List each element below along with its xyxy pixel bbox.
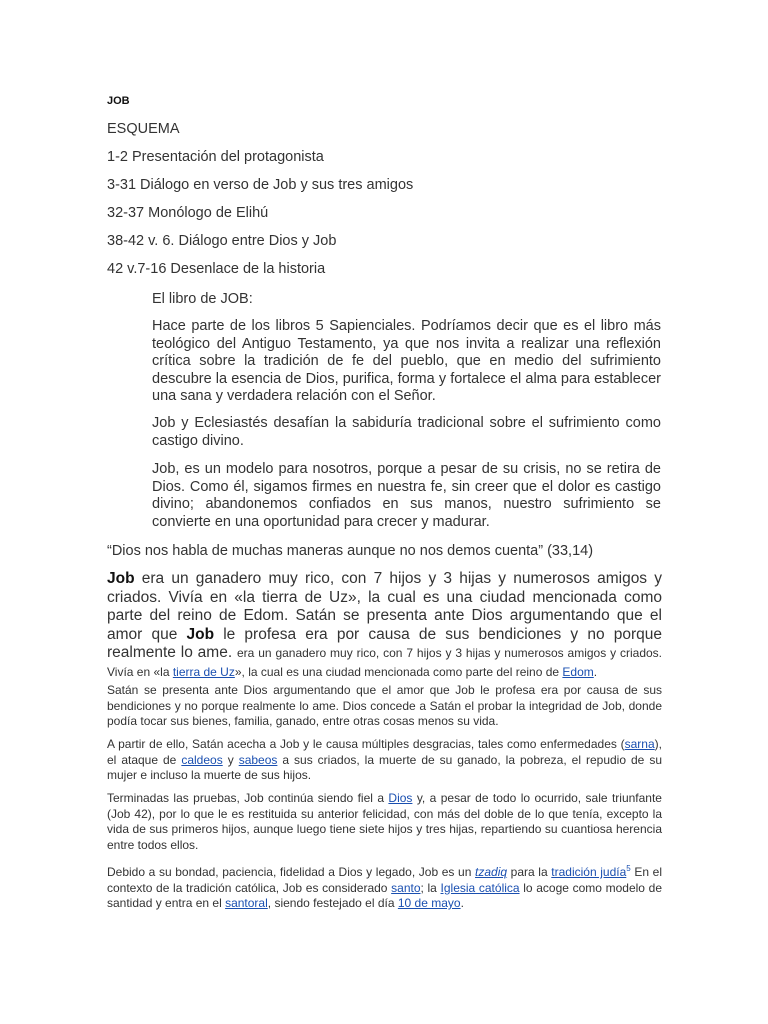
text-span: para la	[507, 865, 552, 879]
tzadiq-italic: tzadiq	[475, 865, 508, 879]
doc-title: JOB	[107, 95, 130, 107]
paragraph-eclesiastes: Job y Eclesiastés desafían la sabiduría tradicional sobre el sufrimiento como castigo divino.	[152, 415, 661, 449]
outline-item: 42 v.7-16 Desenlace de la historia	[107, 261, 326, 277]
link-tradicion-judia[interactable]: tradición judía	[551, 865, 627, 879]
text-span: y, a pesar de todo lo ocurrido, sale triunfante (Job 42), por lo que le es restituida su anterior felicidad, con más del doble de lo que tenía, excepto la vida de sus primeros hijos, aunque luego tiene siete hijos y tres hijas, repartiendo su cuantiosa herencia entre todos ellos.	[107, 791, 662, 852]
paragraph-a-partir	[107, 737, 662, 784]
text-span: y	[222, 752, 239, 767]
text-span: ), el ataque de	[107, 737, 662, 767]
quote: “Dios nos habla de muchas maneras aunque no nos demos cuenta” (33,14)	[107, 543, 594, 559]
outline-item: 32-37 Monólogo de Elihú	[107, 205, 269, 221]
link-tierra-de-uz[interactable]: tierra de Uz	[172, 664, 235, 679]
link-tzadiq[interactable]	[475, 865, 507, 879]
link-santoral[interactable]: santoral	[225, 896, 268, 910]
esquema-heading: ESQUEMA	[107, 121, 180, 137]
text-span: le profesa era por causa de sus bendiciones y no porque realmente lo ame.	[107, 625, 662, 661]
text-span: era un ganadero muy rico, con 7 hijos y 3 hijas y numerosos amigos y criados. Vivía en «la tierra de Uz», la cual es una ciudad mencionada como parte del reino de Edom. Satán se presenta ante Dios argumentando que el amor que	[107, 570, 662, 643]
text-span: lo acoge como modelo de santidad y entra en el	[107, 880, 662, 910]
text-span: , siendo festejado el día	[267, 896, 398, 910]
text-span: », la cual es una ciudad mencionada como parte del reino de	[234, 664, 563, 679]
link-dios[interactable]: Dios	[388, 791, 413, 805]
text-span: Debido a su bondad, paciencia, fidelidad a Dios y legado, Job es un	[107, 865, 476, 879]
paragraph-terminadas	[107, 791, 662, 853]
paragraph-sapienciales: Hace parte de los libros 5 Sapienciales. Podríamos decir que es el libro más teológico del Antiguo Testamento, ya que nos invita a realizar una reflexión crítica sobre la tradición de fe del pueblo, que en medio del sufrimiento descubre la esencia de Dios, purifica, forma y fortalece el alma para establecer una sana y verdadera relación con el Señor.	[152, 318, 661, 404]
text-span: .	[460, 896, 464, 910]
link-caldeos[interactable]: caldeos	[181, 752, 223, 767]
text-span: era un ganadero muy rico, con 7 hijos y 3 hijas y numerosos amigos y criados. Vivía en «la	[107, 646, 662, 679]
paragraph-modelo: Job, es un modelo para nosotros, porque a pesar de su crisis, no se retira de Dios. Como él, sigamos firmes en nuestra fe, sin creer que el dolor es castigo divino; abandonemos confiados en sus manos, nuestro sufrimiento se convierte en una oportunidad para crecer y madurar.	[152, 461, 661, 530]
link-santo[interactable]: santo	[391, 880, 421, 895]
job-bold: Job	[186, 625, 215, 643]
text-span: A partir de ello, Satán acecha a Job y le causa múltiples desgracias, tales como enfermedades (	[107, 737, 625, 751]
text-span: En el contexto de la tradición católica, Job es considerado	[107, 865, 663, 895]
outline-item: 1-2 Presentación del protagonista	[107, 149, 324, 165]
outline-item: 38-42 v. 6. Diálogo entre Dios y Job	[107, 233, 337, 249]
paragraph-debido	[107, 861, 662, 912]
paragraph-ganadero	[107, 570, 662, 681]
link-iglesia-catolica[interactable]: Iglesia católica	[440, 880, 520, 895]
text-span: Terminadas las pruebas, Job continúa siendo fiel a	[107, 791, 389, 805]
link-sarna[interactable]: sarna	[624, 737, 655, 751]
link-sabeos[interactable]: sabeos	[238, 752, 278, 767]
text-span: a sus criados, la muerte de su ganado, la pobreza, el repudio de su mujer e incluso la muerte de sus hijos.	[107, 752, 662, 782]
outline-item: 3-31 Diálogo en verso de Job y sus tres amigos	[107, 177, 414, 193]
text-span: ; la	[420, 880, 441, 895]
text-span: .	[593, 664, 598, 679]
link-edom[interactable]: Edom	[562, 664, 594, 679]
libro-heading: El libro de JOB:	[152, 291, 253, 307]
link-10-de-mayo[interactable]: 10 de mayo	[397, 896, 461, 910]
job-bold: Job	[107, 570, 135, 587]
reference-mark[interactable]: 5	[626, 864, 631, 873]
paragraph-satan: Satán se presenta ante Dios argumentando que el amor que Job le profesa era por causa de sus bendiciones y no porque realmente lo ame. Dios concede a Satán el probar la integridad de Job, donde podía tocar sus bienes, familia, ganado, entre otras cosas menos su vida.	[107, 683, 662, 728]
